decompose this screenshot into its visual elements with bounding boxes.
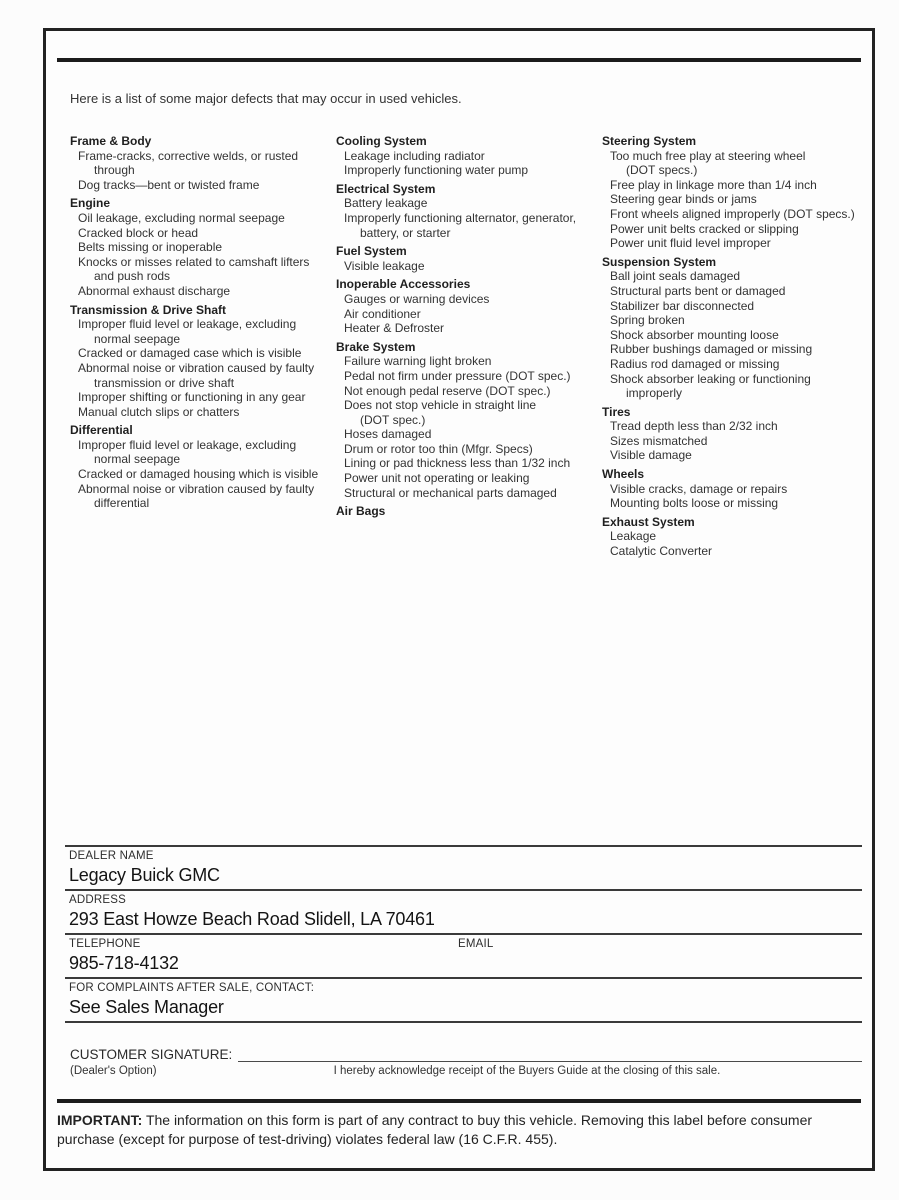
defect-item: Rubber bushings damaged or missing (610, 342, 813, 357)
defect-item: Shock absorber leaking or functioning improperly (610, 371, 811, 401)
defects-column-3 (602, 134, 862, 559)
defect-item: Gauges or warning devices (344, 291, 490, 306)
customer-signature-label: CUSTOMER SIGNATURE: (70, 1047, 233, 1062)
defect-item: Tread depth less than 2/32 inch (610, 419, 778, 434)
defect-item: Improper fluid level or leakage, excluding normal seepage (78, 317, 297, 346)
defect-item: Sizes mismatched (610, 433, 708, 448)
defect-item: Leakage (610, 529, 657, 544)
telephone-email-field (65, 933, 862, 977)
defect-item: Power unit not operating or leaking (344, 471, 530, 486)
defects-column-2 (336, 134, 598, 519)
defect-item: Battery leakage (344, 196, 428, 211)
defect-category-heading: Transmission & Drive Shaft (70, 302, 227, 317)
defect-section (70, 196, 332, 298)
defect-item: Belts missing or inoperable (78, 240, 223, 255)
defect-item: Steering gear binds or jams (610, 192, 757, 207)
defect-item: Free play in linkage more than 1/4 inch (610, 177, 817, 192)
defect-section (70, 303, 332, 420)
email-label: EMAIL (458, 938, 494, 950)
defect-section (336, 340, 598, 501)
defect-category-heading: Wheels (602, 467, 645, 482)
defect-item: Improper fluid level or leakage, excluding normal seepage (78, 437, 297, 467)
defect-item: Power unit belts cracked or slipping (610, 221, 799, 236)
defect-item: Abnormal noise or vibration caused by faulty differential (78, 481, 315, 511)
defect-item: Shock absorber mounting loose (610, 327, 779, 342)
defect-item: Structural or mechanical parts damaged (344, 485, 557, 500)
address-value: 293 East Howze Beach Road Slidell, LA 70461 (69, 909, 435, 929)
defect-item: Visible cracks, damage or repairs (610, 481, 788, 496)
defects-column-1 (70, 134, 332, 511)
defect-item: Structural parts bent or damaged (610, 283, 786, 298)
important-notice (57, 1111, 859, 1149)
defect-item: Visible leakage (344, 258, 425, 273)
defect-section (602, 405, 862, 463)
defect-item: Leakage including radiator (344, 148, 485, 163)
address-label: ADDRESS (69, 894, 126, 906)
defect-item: Improper shifting or functioning in any gear (78, 390, 306, 405)
defect-section (336, 277, 598, 335)
defect-item: Visible damage (610, 448, 692, 463)
defect-item: Improperly functioning water pump (344, 163, 529, 178)
defect-section (336, 182, 598, 240)
defect-section (602, 255, 862, 401)
defect-item: Hoses damaged (344, 427, 432, 442)
defect-item: Oil leakage, excluding normal seepage (78, 210, 285, 225)
address-field (65, 889, 862, 933)
defect-item: Mounting bolts loose or missing (610, 496, 779, 511)
defect-category-heading: Suspension System (602, 254, 717, 269)
defect-item: Too much free play at steering wheel (DOT specs.) (610, 148, 806, 178)
defect-section (70, 423, 332, 511)
defect-item: Lining or pad thickness less than 1/32 inch (344, 456, 571, 471)
defect-item: Air conditioner (344, 306, 421, 321)
defect-section (70, 134, 332, 192)
defect-category-heading: Cooling System (336, 134, 427, 148)
defect-item: Stabilizer bar disconnected (610, 298, 755, 313)
dealer-name-field (65, 845, 862, 889)
defect-category-heading: Engine (70, 196, 111, 211)
acknowledgment-text: I hereby acknowledge receipt of the Buyers Guide at the closing of this sale. (333, 1065, 721, 1077)
defect-category-heading: Exhaust System (602, 514, 695, 529)
defect-item: Radius rod damaged or missing (610, 356, 780, 371)
complaints-contact-value: See Sales Manager (69, 997, 224, 1017)
defect-item: Cracked or damaged housing which is visible (78, 467, 319, 482)
dealer-name-label: DEALER NAME (69, 850, 154, 862)
defect-category-heading: Tires (602, 404, 631, 419)
defect-category-heading: Inoperable Accessories (336, 277, 471, 292)
defect-item: Failure warning light broken (344, 354, 492, 369)
defect-item: Cracked block or head (78, 225, 199, 240)
defect-item: Dog tracks—bent or twisted frame (78, 177, 260, 192)
defect-item: Drum or rotor too thin (Mfgr. Specs) (344, 441, 533, 456)
bottom-divider-rule (57, 1099, 861, 1103)
complaints-contact-field (65, 977, 862, 1021)
defect-item: Pedal not firm under pressure (DOT spec.) (344, 368, 571, 383)
defect-item: Catalytic Converter (610, 544, 713, 559)
defect-section (602, 134, 862, 251)
signature-line (238, 1046, 862, 1062)
defect-item: Frame-cracks, corrective welds, or rusted through (78, 148, 299, 178)
defect-item: Manual clutch slips or chatters (78, 404, 240, 419)
defect-category-heading: Electrical System (336, 181, 436, 196)
defect-category-heading: Air Bags (336, 504, 386, 519)
defect-section (602, 467, 862, 511)
defect-item: Ball joint seals damaged (610, 269, 741, 284)
defect-item: Cracked or damaged case which is visible (78, 346, 302, 361)
defect-item: Abnormal exhaust discharge (78, 283, 231, 298)
defect-item: Power unit fluid level improper (610, 236, 771, 251)
defect-item: Improperly functioning alternator, generator, battery, or starter (344, 210, 577, 240)
defect-item: Not enough pedal reserve (DOT spec.) (344, 383, 551, 398)
defect-section (602, 515, 862, 559)
document-border-box (43, 28, 875, 1171)
customer-signature-section (70, 1046, 862, 1077)
dealers-option-note: (Dealer's Option) (70, 1065, 157, 1077)
defect-item: Front wheels aligned improperly (DOT specs.) (610, 206, 855, 221)
defects-intro-text: Here is a list of some major defects that may occur in used vehicles. (70, 91, 462, 106)
defect-category-heading: Frame & Body (70, 134, 152, 148)
complaints-contact-label: FOR COMPLAINTS AFTER SALE, CONTACT: (69, 982, 315, 994)
important-text: The information on this form is part of any contract to buy this vehicle. Removing this label before consumer purchase (except for purpose of test-driving) violates federal law (16 C.F.R. 455). (57, 1112, 813, 1147)
defect-section (336, 504, 598, 519)
defect-item: Heater & Defroster (344, 321, 445, 336)
dealer-info-section (65, 845, 862, 1023)
dealer-name-value: Legacy Buick GMC (69, 865, 220, 885)
defect-item: Knocks or misses related to camshaft lifters and push rods (78, 254, 310, 284)
defect-item: Abnormal noise or vibration caused by faulty transmission or drive shaft (78, 360, 315, 390)
defect-item: Spring broken (610, 313, 685, 328)
telephone-value: 985-718-4132 (69, 953, 179, 973)
defect-category-heading: Fuel System (336, 244, 407, 259)
top-divider-rule (57, 58, 861, 62)
defect-category-heading: Brake System (336, 339, 416, 354)
important-label: IMPORTANT: (57, 1112, 143, 1128)
telephone-label: TELEPHONE (69, 938, 141, 950)
defect-category-heading: Steering System (602, 134, 697, 148)
defect-section (336, 244, 598, 273)
defect-section (336, 134, 598, 178)
defect-item: Does not stop vehicle in straight line (DOT spec.) (344, 398, 537, 427)
defect-category-heading: Differential (70, 423, 133, 438)
